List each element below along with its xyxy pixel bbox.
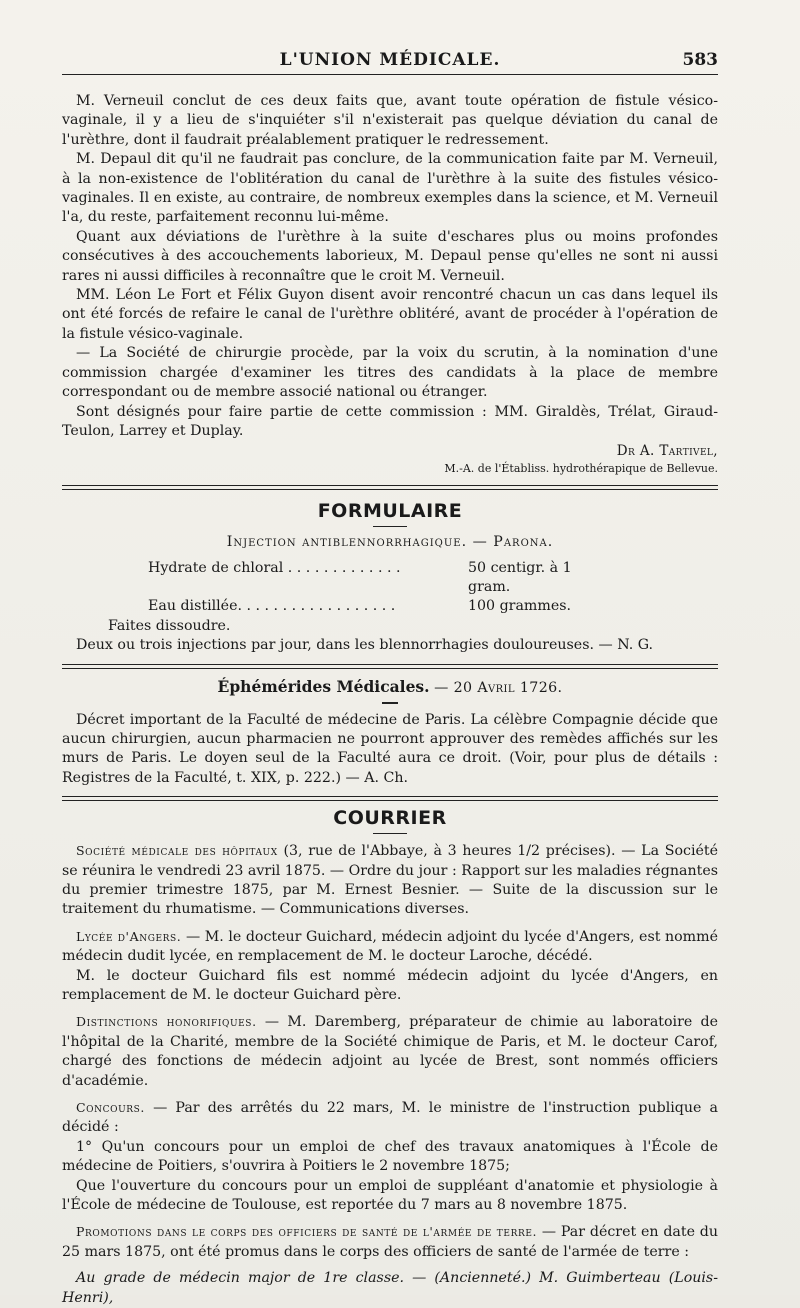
journal-title: L'UNION MÉDICALE.: [279, 50, 501, 70]
recipe-row: [148, 559, 618, 598]
news-lead: Promotions dans le corps des officiers de santé de l'armée de terre.: [76, 1224, 538, 1240]
page-body: [62, 92, 718, 1308]
heading-rule: [373, 833, 407, 835]
author-signature: [62, 443, 718, 477]
news-item: [62, 1222, 718, 1262]
paragraph: Quant aux déviations de l'urèthre à la suite d'eschares plus ou moins profondes consécutives à des accouchements laborieux, M. Depaul pense qu'elles ne sont ni aussi rares ni aussi difficiles à reconnaître que le croit M. Verneuil.: [62, 228, 718, 284]
news-text: M. le docteur Guichard fils est nommé médecin adjoint du lycée d'Angers, en remplacement de M. le docteur Guichard père.: [62, 967, 718, 1003]
ephemerides-header: [62, 677, 718, 704]
signature-name: Dr A. Tartivel,: [616, 443, 718, 460]
paragraph: M. Verneuil conclut de ces deux faits que, avant toute opération de fistule vésico-vaginale, il y a lieu de s'inquiéter s'il n'existerait pas quelque déviation du canal de l'urèthre, dont il faudrait préalablement pratiquer le redressement.: [62, 93, 718, 148]
ingredient-quantity: 100 grammes.: [468, 598, 572, 615]
news-item: [62, 1269, 718, 1308]
paragraph: M. Depaul dit qu'il ne faudrait pas conclure, de la communication faite par M. Verneuil, à la non-existence de l'oblitération du canal de l'urèthre à la suite des fistules vésico-vaginales. Il en existe, au contraire, de nombreux exemples dans la science, et M. Verneuil l'a, du reste, parfaitement reconnu lui-même.: [62, 151, 718, 226]
news-lead: Société médicale des hôpitaux: [76, 843, 278, 859]
paragraph: MM. Léon Le Fort et Félix Guyon disent avoir rencontré chacun un cas dans lequel ils ont été forcés de refaire le canal de l'urèthre oblitéré, avant de procéder à l'opération de la fistule vésico-vaginale.: [62, 287, 718, 342]
news-lead: Concours.: [76, 1099, 145, 1115]
signature-role: M.-A. de l'Établiss. hydrothérapique de Bellevue.: [444, 462, 718, 476]
heading-rule: [373, 526, 407, 528]
recipe-row: [148, 597, 618, 616]
news-item: [62, 1012, 718, 1091]
paragraph: — La Société de chirurgie procède, par la voix du scrutin, à la nomination d'une commission chargée d'examiner les titres des candidats à la place de membre correspondant ou de membre associé national ou étranger.: [62, 345, 718, 401]
formulaire-header: [62, 502, 718, 527]
courrier-header: [62, 809, 718, 834]
page-number: 583: [682, 50, 718, 70]
news-text: — Par des arrêtés du 22 mars, M. le ministre de l'instruction publique a décidé :: [62, 1099, 718, 1136]
running-header: [62, 46, 718, 75]
ingredient-name: Eau distillée. . . . . . . . . . . . . . . . . .: [148, 598, 396, 615]
news-text: 1° Qu'un concours pour un emploi de chef des travaux anatomiques à l'École de médecine de Poitiers, s'ouvrira à Poitiers le 2 novembre 1875;: [62, 1138, 718, 1175]
news-text: — Par décret en date du 25 mars 1875, ont été promus dans le corps des officiers de santé de l'armée de terre :: [62, 1224, 718, 1260]
news-item: [62, 927, 718, 967]
paragraph: Sont désignés pour faire partie de cette commission : MM. Giraldès, Trélat, Giraud-Teulon, Larrey et Duplay.: [62, 403, 718, 439]
section-divider: [62, 485, 718, 490]
ephemerides-text: Décret important de la Faculté de médecine de Paris. La célèbre Compagnie décide que aucun chirurgien, aucun pharmacien ne pourront approuver des remèdes affichés sur les murs de Paris. Le doyen seul de la Faculté aura ce droit. (Voir, pour plus de détails : Registres de la Faculté, t. XIX, p. 222.) — A. Ch.: [62, 711, 718, 786]
news-text: — M. le docteur Guichard, médecin adjoint du lycée d'Angers, est nommé médecin dudit lycée, en remplacement de M. le docteur Laroche, décédé.: [62, 928, 718, 965]
ingredient-quantity: 50 centigr. à 1 gram.: [468, 559, 572, 596]
news-item: [62, 967, 718, 1006]
news-text: Au grade de médecin major de 1re classe. — (Ancienneté.) M. Guimberteau (Louis-Henri),: [62, 1270, 718, 1306]
news-lead: Distinctions honorifiques.: [76, 1014, 257, 1030]
recipe-table: [148, 559, 618, 617]
ephemerides-date: — 20 Avril 1726.: [434, 679, 563, 696]
news-text: — M. Daremberg, préparateur de chimie au laboratoire de l'hôpital de la Charité, membre de la Société chimique de Paris, et M. le docteur Carof, chargé des fonctions de médecin adjoint au lycée de Brest, sont nommés officiers d'académie.: [62, 1014, 718, 1089]
news-item: [62, 1177, 718, 1216]
news-item: [62, 1138, 718, 1177]
section-divider: [62, 796, 718, 801]
news-lead: Lycée d'Angers.: [76, 928, 182, 944]
recipe-note: Deux ou trois injections par jour, dans les blennorrhagies douloureuses. — N. G.: [76, 637, 654, 654]
recipe-title: Injection antiblennorrhagique. — Parona.: [226, 534, 554, 551]
heading-rule: [382, 702, 398, 704]
news-item: [62, 1098, 718, 1138]
news-item: [62, 841, 718, 920]
recipe-instruction: Faites dissoudre.: [108, 617, 231, 634]
section-heading: FORMULAIRE: [317, 500, 463, 523]
news-text: (3, rue de l'Abbaye, à 3 heures 1/2 précises). — La Société se réunira le vendredi 23 avril 1875. — Ordre du jour : Rapport sur les maladies régnantes du premier trimestre 1875, par M. Ernest Besnier. — Suite de la discussion sur le traitement du rhumatisme. — Communications diverses.: [62, 843, 718, 918]
section-heading: COURRIER: [333, 807, 447, 830]
news-text: Que l'ouverture du concours pour un emploi de suppléant d'anatomie et physiologie à l'École de médecine de Toulouse, est reportée du 7 mars au 8 novembre 1875.: [62, 1177, 718, 1213]
ephemerides-title: Éphémérides Médicales.: [217, 676, 430, 696]
section-divider: [62, 664, 718, 669]
ingredient-name: Hydrate de chloral . . . . . . . . . . . . .: [148, 559, 401, 576]
